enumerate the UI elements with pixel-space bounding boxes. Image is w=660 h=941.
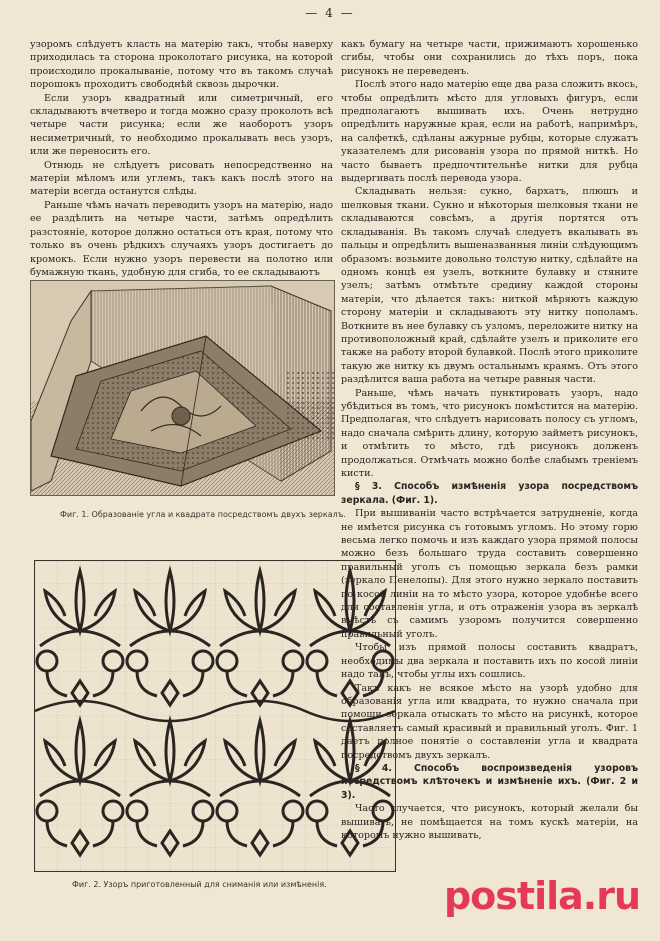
mirrors-engraving <box>31 281 334 495</box>
paragraph: Раньше, чѣмъ начать пунктировать узоръ, надо убѣдиться въ томъ, что рисунокъ помѣстится на матерію. Предполагая, что слѣдуетъ нарисовать полосу съ угломъ, надо сначала смѣрить длину, которую займетъ рисунокъ, и отмѣтить то мѣсто, гдѣ рисунокъ долженъ продолжаться. Отмѣчать можно болѣе слабымъ треніемъ кисти. <box>341 387 638 479</box>
section-heading-4: § 4. Способъ воспроизведенія узоровъ посредствомъ клѣточекъ и измѣненіе ихъ. (Фиг. 2 и 3). <box>341 762 638 801</box>
paragraph: Раньше чѣмъ начать переводить узоръ на матерію, надо ее раздѣлить на четыре части, затѣмъ опредѣлить разстояніе, которое должно остаться отъ края, потому что только въ очень рѣдкихъ случаяхъ узоръ достигаетъ до кромокъ. Если нужно узоръ перевести на полотно или бумажную ткань, удобную для сгиба, то ее складываютъ <box>30 199 333 278</box>
paragraph: какъ бумагу на четыре части, прижимаютъ хорошенько сгибы, чтобы они сохранились до тѣхъ поръ, пока рисунокъ не переведенъ. <box>341 39 638 77</box>
paragraph: узоромъ слѣдуетъ класть на матерію такъ, чтобы наверху приходилась та сторона проколотаго рисунка, на которой происходило прокалываніе, потому что въ такомъ случаѣ порошокъ проходитъ свободнѣй сквозь дырочки. <box>30 39 333 91</box>
paragraph: Отнюдь не слѣдуетъ рисовать непосредственно на матеріи мѣломъ или углемъ, такъ какъ послѣ этого на матеріи всегда останутся слѣды. <box>30 159 333 198</box>
figure-2-caption: Фиг. 2. Узоръ приготовленный для сниманія или измѣненія. <box>72 880 327 889</box>
paragraph: Складывать нельзя: сукно, бархатъ, плюшъ и шелковыя ткани. Сукно и нѣкоторыя шелковыя ткани не складываются совсѣмъ, а другія портятся отъ складыванія. Въ такомъ случаѣ следуетъ вкалывать въ пальцы и опредѣлить вышеназванныя линіи слѣдующимъ образомъ: возьмите довольно толстую нитку, сдѣлайте на одномъ концѣ ея узелъ, воткните булавку и стяните узелъ; затѣмъ отмѣтьте средину каждой стороны матеріи, что дѣлается такъ: ниткой мѣряютъ каждую сторону матеріи и складываютъ эту нитку пополамъ. Воткните въ нее булавку съ узломъ, переложите нитку на противоположный край, сдѣлайте узелъ и приколите его также на работу второй булавкой. Послѣ этого приколите такую же нитку къ двумъ остальнымъ краямъ. Отъ этого раздѣлится вашa работа на четыре равныя части. <box>341 186 638 386</box>
paragraph: Такъ какъ не всякое мѣсто на узорѣ удобно для образованія угла или квадрата, то нужно сначала при помощи зеркала отыскать то мѣсто на рисункѣ, которое составляетъ самый красивый и правильный уголъ. Фиг. 1 даетъ полное понятіе о составленіи угла и квадрата посредствомъ двухъ зеркалъ. <box>341 682 638 761</box>
figure-1-caption: Фиг. 1. Образованіе угла и квадрата посредствомъ двухъ зеркалъ. <box>60 510 346 519</box>
paragraph: Если узоръ квадратный или симетричный, его складываютъ вчетверо и тогда можно сразу проколоть всѣ четыре части рисунка; если же наоборотъ узоръ несиметричный, то необходимо прокалывать весь узоръ, или же переносить его. <box>30 92 333 158</box>
paragraph: При вышиваніи часто встрѣчается затрудненіе, когда не имѣется рисунка съ готовымъ угломъ. Но этому горю весьма легко помочь и изъ каждаго узора прямой полосы можно безъ большаго труда составить совершенно правильный уголъ съ помощью зеркала безъ рамки (зеркало Пенелопы). Для этого нужно зеркало поставить по косой линіи на то мѣсто узора, которое удобнѣе всего для составленія угла, и отъ отраженія узора въ зеркалѣ вмѣстѣ съ самимъ узоромъ получится совершенно правильный уголъ. <box>341 508 638 640</box>
right-column <box>341 38 638 842</box>
paragraph: Чтобы изъ прямой полосы составить квадратъ, необходимы два зеркала и поставить ихъ по косой линіи надо такъ, чтобы углы ихъ сошлись. <box>341 642 638 681</box>
watermark-logo: postila.ru <box>443 874 640 918</box>
section-heading-3: § 3. Способъ измѣненія узора посредствомъ зеркала. (Фиг. 1). <box>341 481 638 506</box>
paragraph: Часто случается, что рисунокъ, который желали бы вышивать, не помѣщается на томъ кускѣ матеріи, на которомъ нужно вышивать, <box>341 803 638 841</box>
paragraph: Послѣ этого надо матерію еще два раза сложить вкось, чтобы опредѣлить мѣсто для угловыхъ фигуръ, если предполагаютъ вышивать ихъ. Очень нетрудно опредѣлить наружные края, если на работѣ, напримѣръ, на салфеткѣ, сдѣланы ажурные рубцы, которые служатъ указателемъ для рисованія узора по прямой ниткѣ. Но часто бываетъ предпочтительнѣе нитки для рубца выдергивать послѣ перевода узора. <box>341 79 638 185</box>
figure-1-mirrors-illustration <box>30 280 335 496</box>
page-number: — 4 — <box>305 6 355 20</box>
left-column <box>30 38 333 279</box>
